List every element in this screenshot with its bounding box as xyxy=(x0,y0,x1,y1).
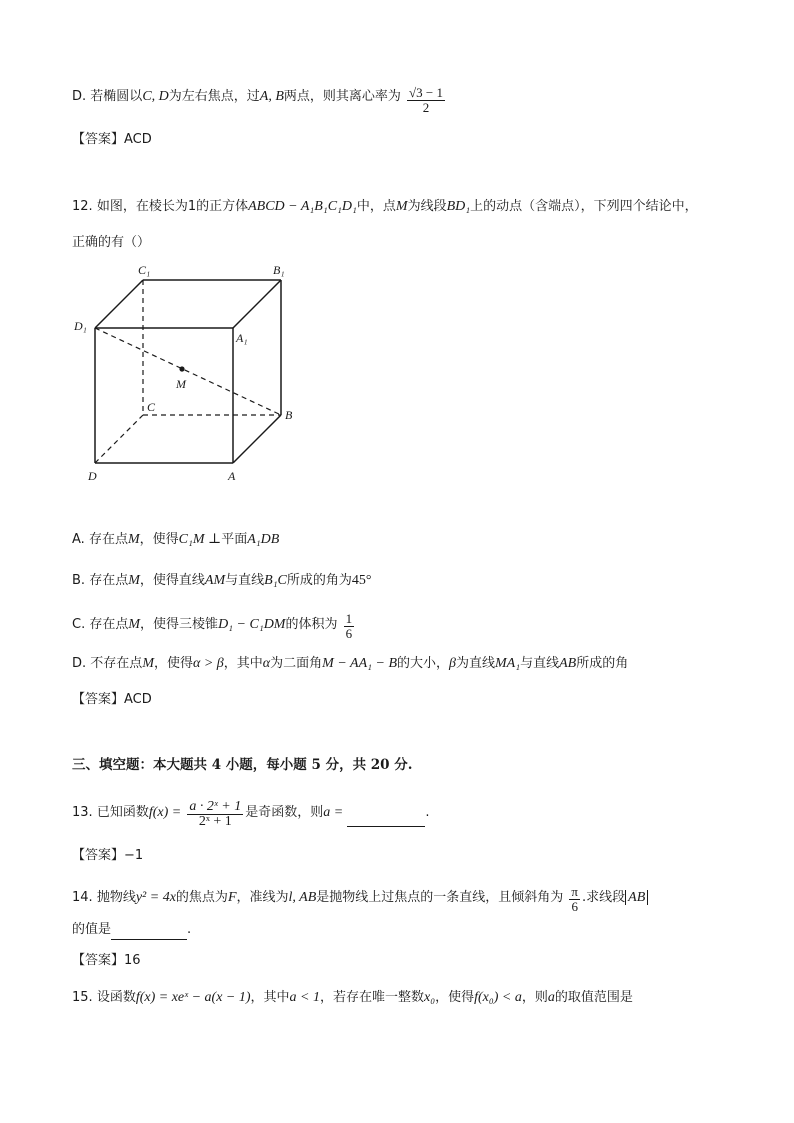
math: a < 1 xyxy=(289,990,320,1005)
fraction xyxy=(407,86,445,115)
text: ，其中 xyxy=(250,990,290,1005)
question-number: 13. xyxy=(72,805,93,820)
q12-stem xyxy=(72,197,698,217)
q12-option-d xyxy=(72,654,628,674)
text: ，准线为 xyxy=(236,890,289,905)
text: 的值是 xyxy=(72,922,112,937)
label-a: A xyxy=(228,469,236,483)
text: ，使得直线 xyxy=(139,573,205,588)
answer-tag: 【答案】 xyxy=(72,692,125,707)
label-c: C xyxy=(147,400,156,414)
math: B₁C xyxy=(264,573,287,588)
q14-stem-line2 xyxy=(72,920,191,940)
q12-answer xyxy=(72,690,152,710)
fraction-denominator: 6 xyxy=(571,899,578,914)
section-heading: 三、填空题：本大题共 4 小题，每小题 5 分，共 20 分. xyxy=(72,757,413,773)
answer-value: −1 xyxy=(124,848,144,863)
q14-answer xyxy=(72,951,141,971)
math: β xyxy=(449,656,456,671)
q11-option-d xyxy=(72,82,447,115)
math: x₀ xyxy=(424,990,436,1005)
edge-a1-b1 xyxy=(233,280,281,328)
text: 上的动点（含端点），下列四个结论中， xyxy=(470,199,698,214)
math: f(x) = xeˣ − a(x − 1) xyxy=(135,990,251,1005)
q14-stem xyxy=(72,883,648,912)
text: ，使得 xyxy=(139,532,179,547)
text: 为直线 xyxy=(456,656,496,671)
fraction-denominator: 2ˣ + 1 xyxy=(198,814,232,829)
answer-value: 16 xyxy=(124,953,141,968)
math: A₁DB xyxy=(247,532,280,547)
math: F xyxy=(227,890,237,905)
fraction xyxy=(344,612,355,641)
text: 的焦点为 xyxy=(175,890,228,905)
math: BD₁ xyxy=(446,199,471,214)
label-d1: D₁ xyxy=(74,319,87,333)
math: M xyxy=(395,199,408,214)
option-label: D. xyxy=(72,89,87,104)
math: M xyxy=(127,532,140,547)
math: A, B xyxy=(259,89,284,104)
text: ，使得 xyxy=(435,990,475,1005)
edge-d1-c1 xyxy=(95,280,143,328)
math: α xyxy=(262,656,271,671)
text: 存在点 xyxy=(88,532,128,547)
text: 的体积为 xyxy=(285,617,338,632)
cube-figure xyxy=(70,258,310,488)
math: M xyxy=(128,617,141,632)
q15-stem xyxy=(72,988,633,1008)
text: 为左右焦点，过 xyxy=(168,89,260,104)
text: 不存在点 xyxy=(90,656,143,671)
math: M − AA₁ − B xyxy=(322,656,397,671)
math: C₁M ⊥ xyxy=(178,532,222,547)
text: 中，点 xyxy=(356,199,396,214)
text: 如图，在棱长为1的正方体 xyxy=(96,199,249,214)
answer-tag: 【答案】 xyxy=(72,953,125,968)
question-number: 15. xyxy=(72,990,93,1005)
text: 若椭圆以 xyxy=(90,89,143,104)
fraction-denominator: 6 xyxy=(345,626,353,641)
math: ABCD − A₁B₁C₁D₁ xyxy=(248,199,357,214)
text: 是奇函数，则 xyxy=(245,805,324,820)
text: 是抛物线上过焦点的一条直线，且倾斜角为 xyxy=(316,890,564,905)
point-m xyxy=(179,366,184,371)
text: ，若存在唯一整数 xyxy=(320,990,425,1005)
fraction-numerator: 1 xyxy=(345,611,353,626)
label-m: M xyxy=(176,377,186,391)
text: 已知函数 xyxy=(96,805,149,820)
option-label: C. xyxy=(72,617,86,632)
math: MA₁ xyxy=(495,656,521,671)
text: 所成的角 xyxy=(576,656,629,671)
answer-tag: 【答案】 xyxy=(72,132,125,147)
text: . xyxy=(187,922,192,937)
answer-blank[interactable] xyxy=(347,812,425,827)
math: AB xyxy=(559,656,577,671)
math: f(x) = xyxy=(148,805,182,820)
label-b1: B₁ xyxy=(273,263,285,277)
label-d: D xyxy=(88,469,97,483)
answer-value: ACD xyxy=(124,132,152,147)
q12-option-a xyxy=(72,530,279,550)
fraction-denominator: 2 xyxy=(422,100,430,115)
math: AM xyxy=(204,573,226,588)
text: 的取值范围是 xyxy=(554,990,633,1005)
fraction xyxy=(569,885,580,914)
fraction-numerator: √3 − 1 xyxy=(409,85,444,100)
fraction xyxy=(187,800,243,829)
text: ，其中 xyxy=(223,656,263,671)
text: 两点，则其离心率为 xyxy=(283,89,401,104)
text: ，则 xyxy=(521,990,548,1005)
option-label: D. xyxy=(72,656,87,671)
math: a = xyxy=(323,805,344,820)
math: D₁ − C₁DM xyxy=(218,617,286,632)
text: 抛物线 xyxy=(96,890,136,905)
text: 与直线 xyxy=(225,573,265,588)
q12-option-b xyxy=(72,571,372,591)
text: 所成的角为 xyxy=(286,573,352,588)
math: a xyxy=(547,990,555,1005)
text: 存在点 xyxy=(89,617,129,632)
answer-tag: 【答案】 xyxy=(72,848,125,863)
math: M xyxy=(128,573,140,588)
text: 为二面角 xyxy=(270,656,323,671)
text: 存在点 xyxy=(89,573,129,588)
text: 平面 xyxy=(221,532,248,547)
segment-bd1 xyxy=(95,328,281,415)
text: . xyxy=(425,805,430,820)
text: 与直线 xyxy=(520,656,560,671)
math: α > β xyxy=(193,656,224,671)
text: .求线段 xyxy=(582,890,626,905)
answer-blank[interactable] xyxy=(111,925,187,940)
label-a1: A₁ xyxy=(236,331,248,345)
q12-stem-line2 xyxy=(72,233,150,253)
text: 为线段 xyxy=(407,199,447,214)
math-abs: AB xyxy=(625,890,648,905)
text: ，使得三棱锥 xyxy=(140,617,219,632)
question-number: 14. xyxy=(72,890,93,905)
math: C, D xyxy=(142,89,169,104)
edge-a-b xyxy=(233,415,281,463)
edge-d-c-hidden xyxy=(95,415,143,463)
fraction-numerator: a · 2ˣ + 1 xyxy=(189,799,242,814)
label-c1: C₁ xyxy=(138,263,151,277)
math: y² = 4x xyxy=(135,890,176,905)
fraction-numerator: π xyxy=(571,884,578,899)
text: 正确的有（） xyxy=(72,235,151,250)
option-label: B. xyxy=(72,573,86,588)
q11-answer xyxy=(72,130,152,150)
q13-stem xyxy=(72,798,430,827)
q12-option-c xyxy=(72,610,356,639)
math: 45° xyxy=(351,573,372,588)
text: 的大小， xyxy=(397,656,450,671)
math: l, AB xyxy=(288,890,317,905)
text: 设函数 xyxy=(96,990,136,1005)
question-number: 12. xyxy=(72,199,93,214)
math: M xyxy=(142,656,154,671)
option-label: A. xyxy=(72,532,85,547)
text: ，使得 xyxy=(153,656,193,671)
q13-answer xyxy=(72,846,143,866)
label-b: B xyxy=(285,408,293,422)
answer-value: ACD xyxy=(124,692,152,707)
math: f(x₀) < a xyxy=(474,990,522,1005)
